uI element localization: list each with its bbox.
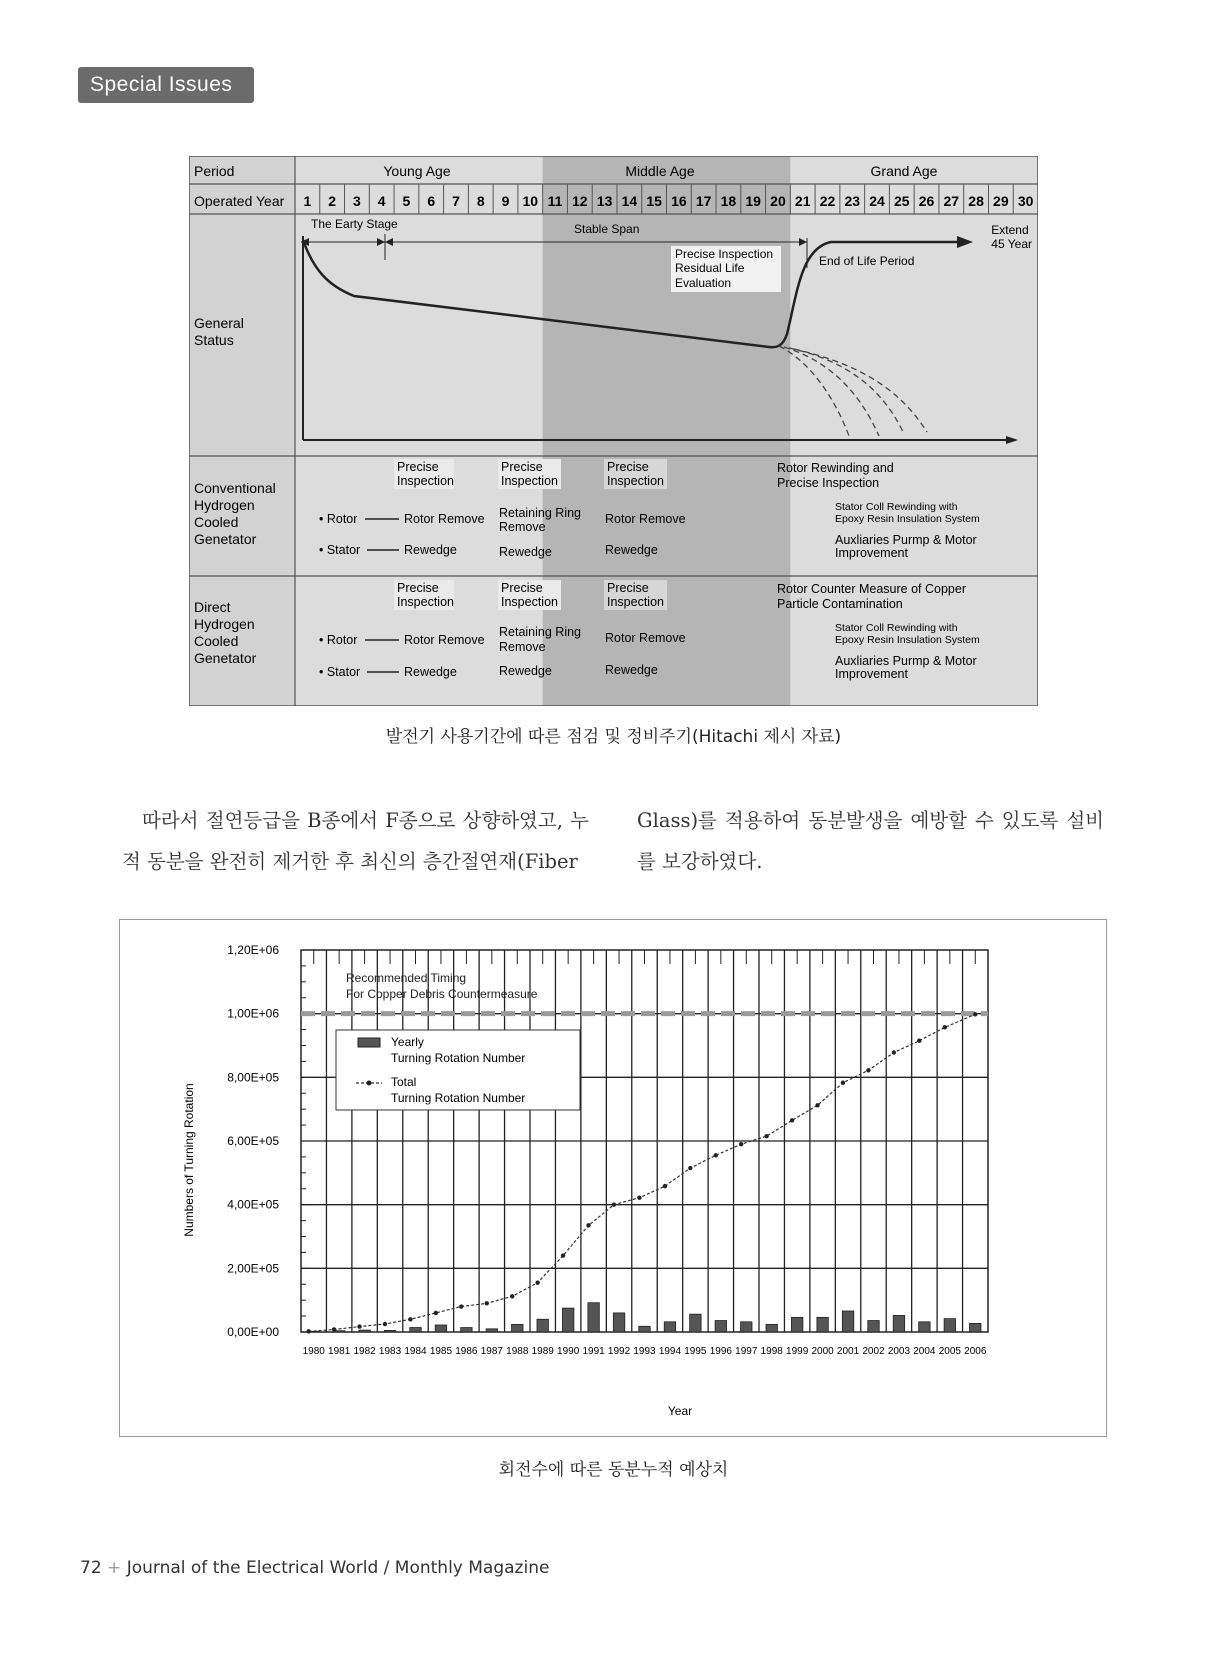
x-tick-label: 1981 — [328, 1346, 351, 1357]
operated-year-14: 14 — [621, 193, 638, 209]
direct-label: Direct Hydrogen Cooled Genetator — [194, 599, 257, 666]
legend — [336, 1030, 580, 1110]
operated-year-30: 30 — [1017, 193, 1034, 209]
conventional-label: Conventional Hydrogen Cooled Genetator — [194, 480, 276, 547]
body-text-right: Glass)를 적용하여 동분발생을 예방할 수 있도록 설비를 보강하였다. — [637, 809, 1104, 873]
conv-rotor-label: • Rotor — [319, 512, 358, 526]
yearly-bar — [613, 1313, 624, 1332]
operated-year-20: 20 — [770, 193, 786, 209]
operated-year-3: 3 — [353, 193, 361, 209]
yearly-bar — [791, 1317, 802, 1332]
total-point — [714, 1153, 718, 1157]
yearly-bar — [741, 1322, 752, 1332]
figure1-caption: 발전기 사용기간에 따른 점검 및 정비주기(Hitachi 제시 자료) — [385, 727, 842, 747]
operated-year-22: 22 — [819, 193, 836, 209]
total-point — [866, 1068, 870, 1072]
yearly-bar — [359, 1330, 370, 1332]
operated-year-12: 12 — [572, 193, 588, 209]
operated-year-8: 8 — [476, 193, 485, 209]
operated-year-23: 23 — [844, 193, 861, 209]
operated-year-16: 16 — [671, 193, 687, 209]
y-tick-label: 8,00E+05 — [227, 1070, 279, 1085]
y-tick-label: 6,00E+05 — [227, 1134, 279, 1148]
total-point — [688, 1166, 692, 1170]
operated-year-11: 11 — [547, 193, 563, 209]
legend-bar-swatch — [358, 1038, 380, 1047]
total-point — [764, 1134, 768, 1138]
operated-year-26: 26 — [918, 193, 935, 209]
operated-year-21: 21 — [794, 193, 811, 209]
x-tick-label: 2001 — [836, 1346, 860, 1357]
yearly-bar — [817, 1317, 828, 1332]
operated-year-13: 13 — [596, 193, 613, 209]
yearly-bar — [919, 1322, 930, 1332]
x-tick-label: 1997 — [735, 1346, 758, 1357]
operated-year-17: 17 — [695, 193, 712, 209]
total-point — [510, 1294, 514, 1298]
total-point — [815, 1103, 819, 1107]
x-tick-label: 2003 — [887, 1346, 911, 1357]
journal-name: Journal of the Electrical World / Monthly Magazine — [126, 1558, 550, 1578]
direct-grand-2: Stator Coll Rewinding with Epoxy Resin Insulation System — [835, 622, 980, 646]
total-point — [535, 1280, 539, 1284]
total-point — [383, 1322, 387, 1326]
total-point — [637, 1195, 641, 1199]
total-point — [434, 1311, 438, 1315]
x-tick-label: 1989 — [531, 1346, 554, 1357]
period-young: Young Age — [383, 163, 451, 179]
total-point — [332, 1327, 336, 1331]
total-point — [459, 1304, 463, 1308]
total-point — [943, 1025, 947, 1029]
general-status-label: General Status — [194, 315, 244, 348]
conv-stator-label: • Stator — [319, 543, 361, 557]
x-tick-label: 1986 — [455, 1346, 478, 1357]
direct-rotor-remove-2: Rotor Remove — [605, 631, 686, 645]
total-point — [485, 1301, 489, 1305]
conv-grand-3: Auxliaries Purmp & Motor Improvement — [835, 533, 977, 560]
operated-year-15: 15 — [646, 193, 662, 209]
total-point — [408, 1317, 412, 1321]
x-tick-label: 1991 — [582, 1346, 605, 1357]
total-point — [892, 1050, 896, 1054]
y-tick-label: 1,00E+06 — [227, 1006, 279, 1021]
x-tick-label: 1983 — [378, 1346, 402, 1357]
operated-year-1: 1 — [303, 193, 312, 209]
conv-inspection-1: Precise Inspection — [397, 460, 454, 488]
period-row-label: Period — [194, 163, 235, 179]
period-middle: Middle Age — [625, 163, 695, 179]
page-footer — [80, 1558, 549, 1578]
period-grand: Grand Age — [870, 163, 938, 179]
yearly-bar — [690, 1314, 701, 1332]
x-tick-label: 2006 — [964, 1346, 987, 1357]
yearly-bar — [384, 1330, 395, 1332]
operated-year-27: 27 — [943, 193, 960, 209]
direct-inspection-3: Precise Inspection — [607, 581, 664, 609]
yearly-bar — [486, 1329, 497, 1332]
conv-rewedge-3: Rewedge — [605, 543, 658, 557]
x-tick-label: 1982 — [353, 1346, 376, 1357]
precise-inspection-note: Precise Inspection Residual Life Evaluation — [675, 247, 774, 290]
footer-separator: + — [107, 1558, 122, 1578]
conv-retaining-ring: Retaining Ring Remove — [499, 506, 581, 534]
operated-year-7: 7 — [452, 193, 460, 209]
direct-retaining-ring: Retaining Ring Remove — [499, 625, 581, 654]
conv-inspection-3: Precise Inspection — [607, 460, 664, 488]
direct-grand-3: Auxliaries Purmp & Motor Improvement — [835, 654, 977, 681]
total-point — [612, 1202, 616, 1206]
x-tick-label: 2005 — [938, 1346, 961, 1357]
yearly-bar — [715, 1321, 726, 1332]
yearly-bar — [944, 1319, 955, 1332]
yearly-bar — [435, 1325, 446, 1332]
direct-rewedge-2: Rewedge — [499, 664, 552, 678]
yearly-bar — [766, 1324, 777, 1332]
direct-stator-label: • Stator — [319, 665, 361, 679]
x-tick-label: 1988 — [506, 1346, 529, 1357]
y-tick-label: 1,20E+06 — [227, 943, 279, 957]
conv-rotor-remove: Rotor Remove — [404, 512, 485, 526]
conv-rotor-remove-2: Rotor Remove — [605, 512, 686, 526]
operated-year-25: 25 — [893, 193, 910, 209]
x-tick-label: 1994 — [658, 1346, 682, 1357]
stable-span-label: Stable Span — [574, 222, 640, 236]
x-tick-label: 1990 — [557, 1346, 580, 1357]
conv-grand-1: Rotor Rewinding and Precise Inspection — [777, 461, 894, 490]
yearly-bar — [639, 1326, 650, 1332]
operated-year-24: 24 — [869, 193, 885, 209]
end-of-life-label: End of Life Period — [819, 254, 915, 268]
body-text-left: 따라서 절연등급을 B종에서 F종으로 상향하였고, 누적 동분을 완전히 제거한 후 최신의 층간절연재(Fiber — [122, 809, 589, 873]
y-tick-label: 0,00E+00 — [227, 1325, 279, 1339]
conv-grand-2: Stator Coll Rewinding with Epoxy Resin Insulation System — [835, 501, 980, 525]
yearly-bar — [842, 1311, 853, 1332]
total-point — [357, 1324, 361, 1328]
yearly-bar — [461, 1328, 472, 1332]
x-tick-label: 1999 — [786, 1346, 809, 1357]
operated-year-28: 28 — [968, 193, 984, 209]
yearly-bar — [970, 1323, 981, 1332]
rotation-chart-figure — [119, 919, 1107, 1437]
extend-label: Extend 45 Year — [991, 223, 1032, 251]
yearly-bar — [410, 1328, 421, 1332]
yearly-bar — [588, 1303, 599, 1332]
x-tick-label: 2000 — [811, 1346, 834, 1357]
x-tick-label: 1995 — [684, 1346, 707, 1357]
yearly-bar — [512, 1324, 523, 1332]
direct-rewedge-3: Rewedge — [605, 663, 658, 677]
conv-rewedge-2: Rewedge — [499, 545, 552, 559]
operated-year-29: 29 — [993, 193, 1009, 209]
operated-year-18: 18 — [720, 193, 737, 209]
y-axis-label: Numbers of Turning Rotation — [182, 1083, 196, 1237]
legend-line-label: Total Turning Rotation Number — [391, 1075, 526, 1105]
operated-year-19: 19 — [745, 193, 761, 209]
total-point — [973, 1012, 977, 1016]
y-tick-label: 4,00E+05 — [227, 1197, 279, 1212]
operated-year-9: 9 — [501, 193, 510, 209]
y-tick-label: 2,00E+05 — [227, 1261, 279, 1276]
operated-year-4: 4 — [377, 193, 386, 209]
x-tick-label: 1980 — [302, 1346, 325, 1357]
direct-rewedge: Rewedge — [404, 665, 457, 679]
yearly-bar — [893, 1315, 904, 1332]
maintenance-cycle-figure — [189, 156, 1038, 706]
operated-year-5: 5 — [402, 193, 411, 209]
total-point — [586, 1223, 590, 1227]
x-tick-label: 1998 — [760, 1346, 783, 1357]
x-tick-label: 1993 — [633, 1346, 656, 1357]
page-number: 72 — [80, 1558, 102, 1578]
yearly-bar — [664, 1322, 675, 1332]
x-tick-label: 1992 — [607, 1346, 631, 1357]
total-point — [841, 1081, 845, 1085]
operated-year-row-label: Operated Year — [194, 193, 285, 209]
section-tag: Special Issues — [78, 67, 254, 103]
yearly-bar — [562, 1308, 573, 1332]
total-point — [790, 1118, 794, 1122]
threshold-label: Recommended Timing For Copper Debris Countermeasure — [346, 971, 538, 1001]
direct-grand-1: Rotor Counter Measure of Copper Particle Contamination — [777, 582, 966, 611]
direct-inspection-1: Precise Inspection — [397, 581, 454, 609]
conv-rewedge: Rewedge — [404, 543, 457, 557]
early-stage-label: The Earty Stage — [311, 217, 398, 231]
conv-inspection-2: Precise Inspection — [501, 460, 558, 488]
x-tick-label: 1987 — [480, 1346, 503, 1357]
figure2-caption: 회전수에 따른 동분누적 예상치 — [498, 1460, 729, 1480]
total-point — [561, 1253, 565, 1257]
direct-inspection-2: Precise Inspection — [501, 581, 558, 609]
yearly-bar — [868, 1321, 879, 1332]
x-tick-label: 1985 — [429, 1346, 453, 1357]
total-point — [663, 1184, 667, 1188]
total-point — [917, 1039, 921, 1043]
direct-rotor-label: • Rotor — [319, 633, 358, 647]
x-axis-label: Year — [667, 1404, 693, 1418]
operated-year-6: 6 — [427, 193, 436, 209]
x-tick-label: 2004 — [913, 1346, 936, 1357]
x-tick-label: 2002 — [862, 1346, 885, 1357]
total-point — [739, 1142, 743, 1146]
yearly-bar — [537, 1319, 548, 1332]
operated-year-2: 2 — [328, 193, 337, 209]
direct-rotor-remove: Rotor Remove — [404, 633, 485, 647]
total-point — [306, 1329, 310, 1333]
x-tick-label: 1984 — [404, 1346, 427, 1357]
operated-year-10: 10 — [522, 193, 539, 209]
x-tick-label: 1996 — [709, 1346, 732, 1357]
legend-bar-label: Yearly Turning Rotation Number — [391, 1035, 526, 1065]
